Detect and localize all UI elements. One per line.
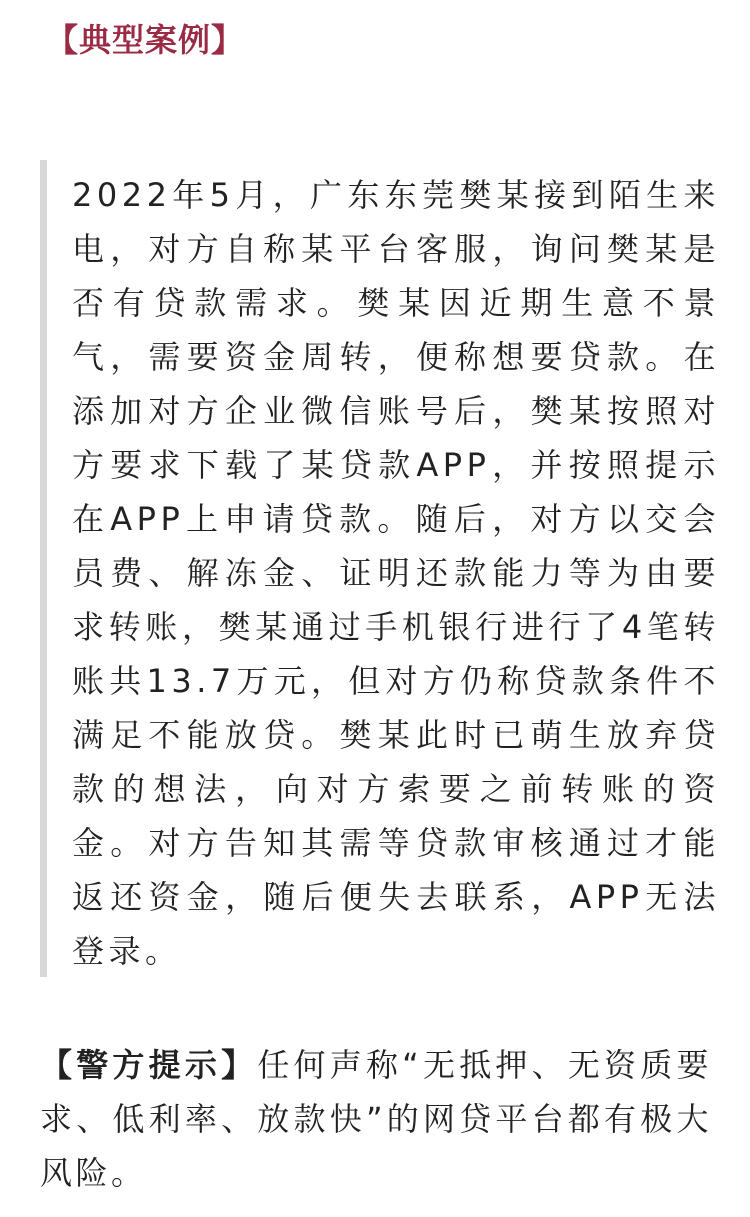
police-tip <box>40 1038 712 1200</box>
case-paragraph: 2022年5月，广东东莞樊某接到陌生来电，对方自称某平台客服，询问樊某是否有贷款需求。樊某因近期生意不景气，需要资金周转，便称想要贷款。在添加对方企业微信账号后，樊某按照对方要求下载了某贷款APP，并按照提示在APP上申请贷款。随后，对方以交会员费、解冻金、证明还款能力等为由要求转账，樊某通过手机银行进行了4笔转账共13.7万元，但对方仍称贷款条件不满足不能放贷。樊某此时已萌生放弃贷款的想法，向对方索要之前转账的资金。对方告知其需等贷款审核通过才能返还资金，随后便失去联系，APP无法登录。 <box>72 176 720 970</box>
case-quote-block <box>40 160 720 977</box>
police-tip-label: 【警方提示】 <box>40 1046 258 1084</box>
section-heading: 【典型案例】 <box>46 21 245 59</box>
police-tip-text: 任何声称“无抵押、无资质要求、低利率、放款快”的网贷平台都有极大风险。 <box>40 1046 712 1192</box>
